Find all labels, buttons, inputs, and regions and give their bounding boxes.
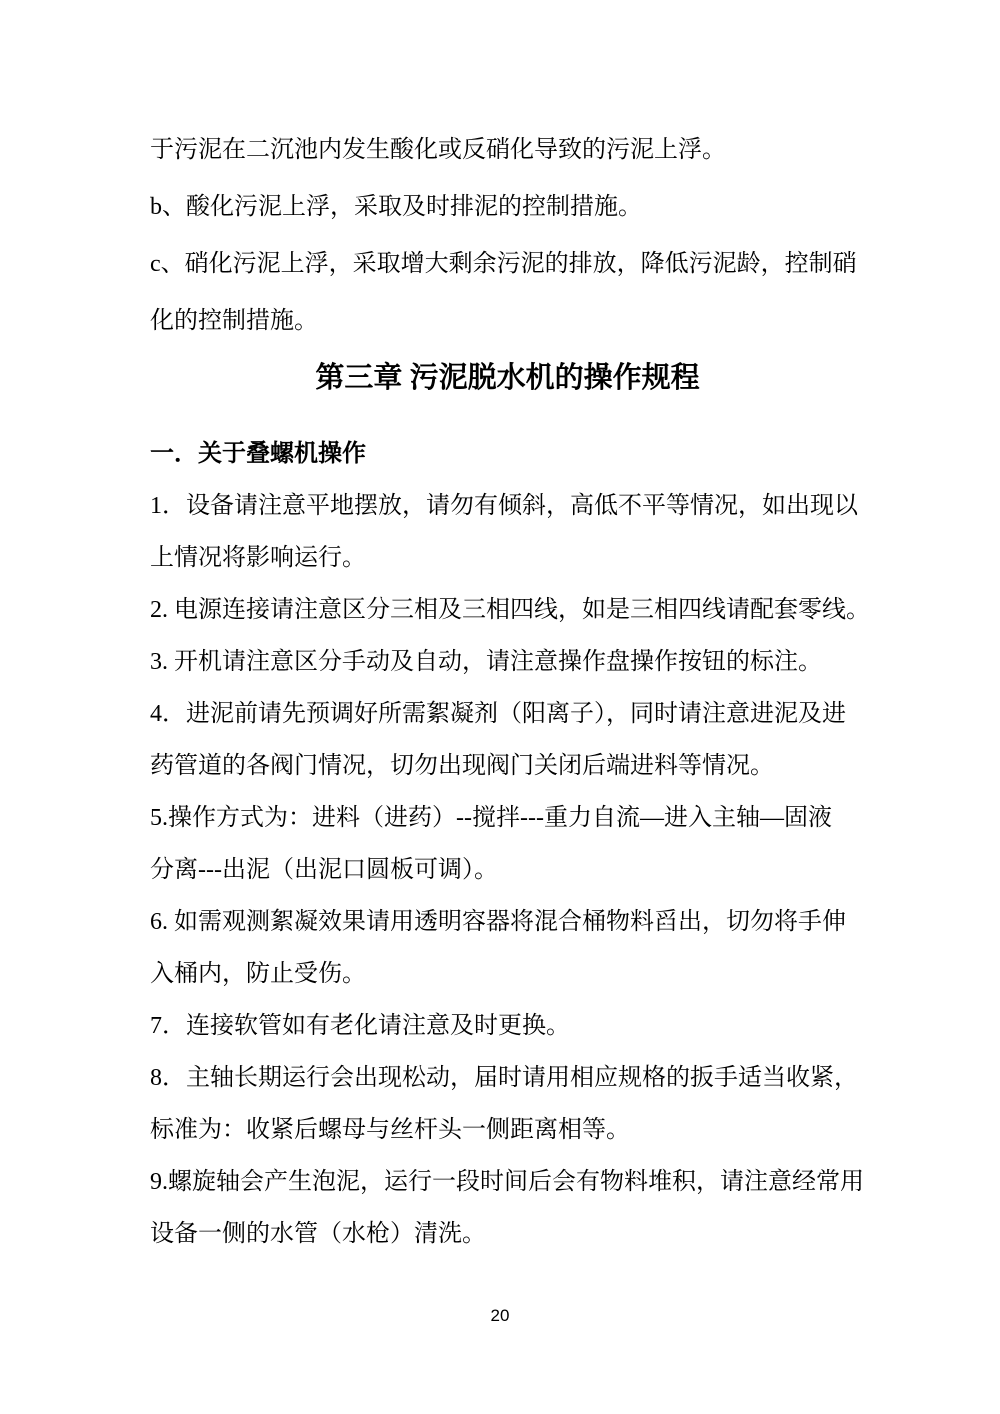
intro-paragraphs bbox=[150, 122, 865, 350]
text-line: 3. 开机请注意区分手动及自动，请注意操作盘操作按钮的标注。 bbox=[150, 649, 822, 675]
section-heading: 一．关于叠螺机操作 bbox=[150, 441, 366, 467]
text-line: 2. 电源连接请注意区分三相及三相四线，如是三相四线请配套零线。 bbox=[150, 597, 870, 623]
text-line: 5.操作方式为：进料（进药）--搅拌---重力自流—进入主轴—固液 bbox=[150, 805, 832, 831]
text-line: b、酸化污泥上浮，采取及时排泥的控制措施。 bbox=[150, 194, 642, 220]
text-line: c、硝化污泥上浮，采取增大剩余污泥的排放，降低污泥龄，控制硝 bbox=[150, 251, 857, 277]
text-line: 分离---出泥（出泥口圆板可调）。 bbox=[150, 857, 498, 883]
text-line: 8．主轴长期运行会出现松动，届时请用相应规格的扳手适当收紧， bbox=[150, 1065, 858, 1091]
text-line: 药管道的各阀门情况，切勿出现阀门关闭后端进料等情况。 bbox=[150, 753, 774, 779]
text-line: 标准为：收紧后螺母与丝杆头一侧距离相等。 bbox=[150, 1117, 630, 1143]
text-line: 设备一侧的水管（水枪）清洗。 bbox=[150, 1221, 486, 1247]
text-line: 6. 如需观测絮凝效果请用透明容器将混合桶物料舀出，切勿将手伸 bbox=[150, 909, 846, 935]
page-content bbox=[150, 122, 870, 1260]
text-line: 1．设备请注意平地摆放，请勿有倾斜，高低不平等情况，如出现以 bbox=[150, 493, 858, 519]
text-line: 于污泥在二沉池内发生酸化或反硝化导致的污泥上浮。 bbox=[150, 137, 726, 163]
text-line: 入桶内，防止受伤。 bbox=[150, 961, 366, 987]
text-line: 4．进泥前请先预调好所需絮凝剂（阳离子），同时请注意进泥及进 bbox=[150, 701, 846, 727]
text-line: 上情况将影响运行。 bbox=[150, 545, 366, 571]
text-line: 7．连接软管如有老化请注意及时更换。 bbox=[150, 1013, 570, 1039]
operation-instructions bbox=[150, 480, 870, 1260]
text-line: 9.螺旋轴会产生泡泥，运行一段时间后会有物料堆积，请注意经常用 bbox=[150, 1169, 864, 1195]
chapter-heading: 第三章 污泥脱水机的操作规程 bbox=[315, 362, 700, 394]
page-number: 20 bbox=[490, 1306, 510, 1325]
text-line: 化的控制措施。 bbox=[150, 308, 318, 334]
